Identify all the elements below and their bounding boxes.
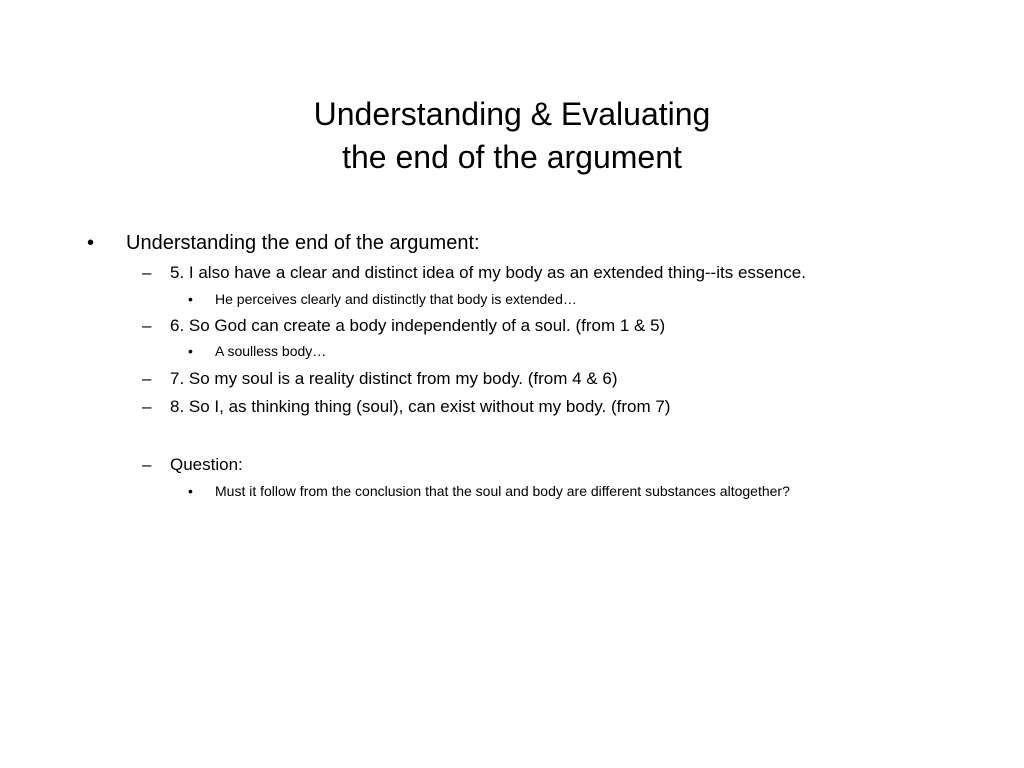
title-line-2: the end of the argument (342, 139, 682, 175)
sub-sub-bullet-text: Must it follow from the conclusion that the soul and body are different substances altogether? (215, 483, 790, 499)
sub-sub-bullet-text: He perceives clearly and distinctly that body is extended… (215, 291, 577, 307)
bullet-text: Understanding the end of the argument: (126, 232, 480, 254)
title-line-1: Understanding & Evaluating (313, 96, 711, 132)
bullet-marker: • (87, 232, 95, 254)
slide-title (0, 93, 1024, 179)
sub-bullet-text: 8. So I, as thinking thing (soul), can exist without my body. (from 7) (170, 397, 671, 416)
sub-bullet-text: 6. So God can create a body independently of a soul. (from 1 & 5) (170, 316, 666, 335)
sub-sub-bullet-text: A soulless body… (215, 343, 327, 359)
sub-bullet-text: 5. I also have a clear and distinct idea of my body as an extended thing--its essence. (170, 263, 806, 282)
sub-bullet-text: Question: (170, 455, 243, 474)
dash-marker: – (142, 369, 152, 388)
dash-marker: – (142, 397, 152, 416)
bullet-marker: • (188, 291, 193, 307)
bullet-marker: • (188, 343, 193, 359)
sub-bullet-text: 7. So my soul is a reality distinct from my body. (from 4 & 6) (170, 369, 618, 388)
dash-marker: – (142, 455, 152, 474)
dash-marker: – (142, 263, 152, 282)
dash-marker: – (142, 316, 152, 335)
bullet-marker: • (188, 483, 193, 499)
